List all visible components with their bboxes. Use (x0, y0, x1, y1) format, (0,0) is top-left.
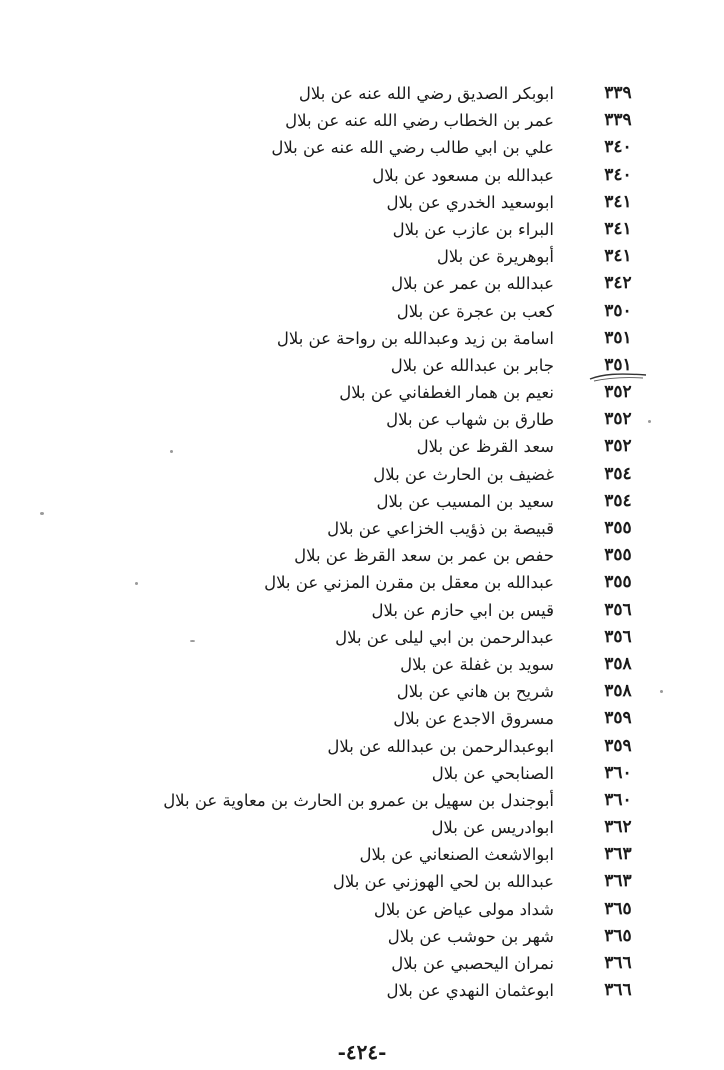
entry-page-number: ٣٥٨ (604, 681, 632, 702)
entry-narrator-name: عبدالله بن معقل بن مقرن المزني عن بلال (264, 573, 554, 593)
entry-narrator-name: أبوجندل بن سهيل بن عمرو بن الحارث بن معاوية عن بلال (163, 790, 554, 810)
entry-narrator-name: ابوعثمان النهدي عن بلال (386, 981, 554, 1001)
entry-page-number: ٣٥٢ (604, 409, 632, 430)
entry-narrator-name: طارق بن شهاب عن بلال (386, 410, 554, 430)
index-entry (0, 814, 724, 841)
entry-page-number: ٣٦٦ (604, 953, 632, 973)
entry-page-number: ٣٦٠ (604, 762, 632, 783)
entry-narrator-name: سويد بن غفلة عن بلال (400, 654, 554, 674)
entry-page-number: ٣٦٢ (604, 817, 632, 838)
index-entry (0, 760, 724, 787)
index-entry (0, 950, 724, 977)
entry-page-number: ٣٥٩ (604, 708, 632, 729)
index-entry (0, 515, 724, 542)
entry-narrator-name: الصنابحي عن بلال (431, 763, 554, 783)
index-list (0, 80, 724, 1004)
entry-page-number: ٣٥٢ (604, 436, 632, 457)
entry-page-number: ٣٦٦ (604, 980, 632, 1001)
entry-page-number: ٣٥٠ (604, 300, 632, 321)
paper-speck (170, 450, 173, 453)
entry-page-number: ٣٥٢ (604, 382, 632, 403)
entry-narrator-name: عبدالله بن لحي الهوزني عن بلال (332, 872, 554, 892)
entry-narrator-name: حفص بن عمر بن سعد القرظ عن بلال (294, 546, 554, 566)
entry-narrator-name: البراء بن عازب عن بلال (392, 219, 554, 239)
index-entry (0, 189, 724, 216)
entry-page-number: ٣٥٩ (604, 735, 632, 756)
entry-page-number: ٣٥٤ (604, 463, 632, 484)
index-entry (0, 162, 724, 189)
entry-narrator-name: قيس بن ابي حازم عن بلال (371, 600, 554, 620)
index-entry (0, 841, 724, 868)
index-entry (0, 134, 724, 161)
index-entry (0, 896, 724, 923)
index-entry (0, 433, 724, 460)
entry-page-number: ٣٥٦ (604, 626, 632, 647)
entry-narrator-name: شهر بن حوشب عن بلال (387, 926, 554, 946)
index-entry (0, 651, 724, 678)
entry-narrator-name: ابوعبدالرحمن بن عبدالله عن بلال (327, 736, 554, 756)
entry-page-number: ٣٦٥ (604, 925, 632, 946)
paper-speck (40, 512, 44, 515)
index-entry (0, 624, 724, 651)
index-entry (0, 298, 724, 325)
entry-narrator-name: ابوالاشعث الصنعاني عن بلال (359, 845, 554, 865)
entry-narrator-name: عبدالرحمن بن ابي ليلى عن بلال (335, 627, 554, 647)
index-entry (0, 977, 724, 1004)
entry-narrator-name: سعيد بن المسيب عن بلال (376, 491, 554, 511)
index-entry (0, 787, 724, 814)
entry-narrator-name: جابر بن عبدالله عن بلال (390, 355, 554, 375)
paper-speck (135, 582, 138, 585)
entry-narrator-name: كعب بن عجرة عن بلال (396, 301, 554, 321)
entry-page-number: ٣٤٢ (604, 273, 632, 294)
entry-narrator-name: أبوهريرة عن بلال (436, 247, 554, 267)
index-entry (0, 243, 724, 270)
entry-page-number: ٣٤٠ (604, 164, 632, 185)
entry-narrator-name: قبيصة بن ذؤيب الخزاعي عن بلال (327, 519, 554, 538)
index-entry (0, 868, 724, 895)
entry-page-number: ٣٤١ (604, 191, 632, 212)
entry-page-number: ٣٦٥ (604, 898, 632, 919)
entry-narrator-name: اسامة بن زيد وعبدالله بن رواحة عن بلال (276, 328, 554, 348)
entry-narrator-name: عبدالله بن عمر عن بلال (391, 274, 554, 294)
index-entry (0, 325, 724, 352)
entry-page-number: ٣٦٣ (604, 844, 632, 865)
index-entry (0, 406, 724, 433)
paper-speck (660, 690, 663, 693)
index-entry (0, 80, 724, 107)
index-entry (0, 379, 724, 406)
index-entry (0, 488, 724, 515)
entry-page-number: ٣٤١ (604, 246, 632, 267)
paper-speck (190, 640, 195, 642)
index-entry (0, 107, 724, 134)
entry-narrator-name: سعد القرظ عن بلال (416, 437, 554, 457)
entry-page-number: ٣٥٤ (604, 490, 632, 511)
entry-narrator-name: علي بن ابي طالب رضي الله عنه عن بلال (271, 138, 554, 158)
index-entry (0, 270, 724, 297)
entry-page-number: ٣٤١ (604, 218, 632, 239)
entry-page-number: ٣٣٩ (604, 110, 632, 131)
entry-narrator-name: عمر بن الخطاب رضي الله عنه عن بلال (285, 111, 554, 131)
entry-narrator-name: نمران اليحصبي عن بلال (391, 954, 554, 973)
entry-narrator-name: شداد مولى عياض عن بلال (373, 899, 554, 919)
entry-narrator-name: ابوبكر الصديق رضي الله عنه عن بلال (298, 84, 554, 103)
handwritten-underline-mark (588, 371, 648, 383)
entry-narrator-name: غضيف بن الحارث عن بلال (373, 464, 554, 484)
index-entry (0, 597, 724, 624)
page-number: -٤٢٤- (337, 1040, 387, 1064)
index-entry (0, 216, 724, 243)
index-entry (0, 733, 724, 760)
entry-page-number: ٣٥١ (604, 327, 632, 348)
paper-speck (648, 420, 651, 423)
entry-page-number: ٣٥٨ (604, 653, 632, 674)
index-entry (0, 678, 724, 705)
entry-page-number: ٣٣٩ (604, 83, 632, 103)
entry-page-number: ٣٤٠ (604, 137, 632, 158)
index-entry (0, 705, 724, 732)
entry-page-number: ٣٦٠ (604, 789, 632, 810)
entry-page-number: ٣٥٦ (604, 599, 632, 620)
entry-narrator-name: شريح بن هاني عن بلال (396, 682, 554, 702)
entry-page-number: ٣٥١ (604, 354, 632, 375)
entry-narrator-name: ابوسعيد الخدري عن بلال (386, 192, 554, 212)
entry-page-number: ٣٥٥ (604, 572, 632, 593)
entry-page-number: ٣٦٣ (604, 871, 632, 892)
entry-page-number: ٣٥٥ (604, 545, 632, 566)
entry-narrator-name: مسروق الاجدع عن بلال (393, 709, 554, 729)
index-entry (0, 461, 724, 488)
entry-narrator-name: ابوادريس عن بلال (431, 818, 554, 838)
entry-narrator-name: عبدالله بن مسعود عن بلال (372, 165, 554, 185)
entry-page-number: ٣٥٥ (604, 518, 632, 538)
entry-narrator-name: نعيم بن همار الغطفاني عن بلال (339, 383, 554, 403)
index-entry (0, 542, 724, 569)
index-entry (0, 923, 724, 950)
index-entry (0, 569, 724, 596)
